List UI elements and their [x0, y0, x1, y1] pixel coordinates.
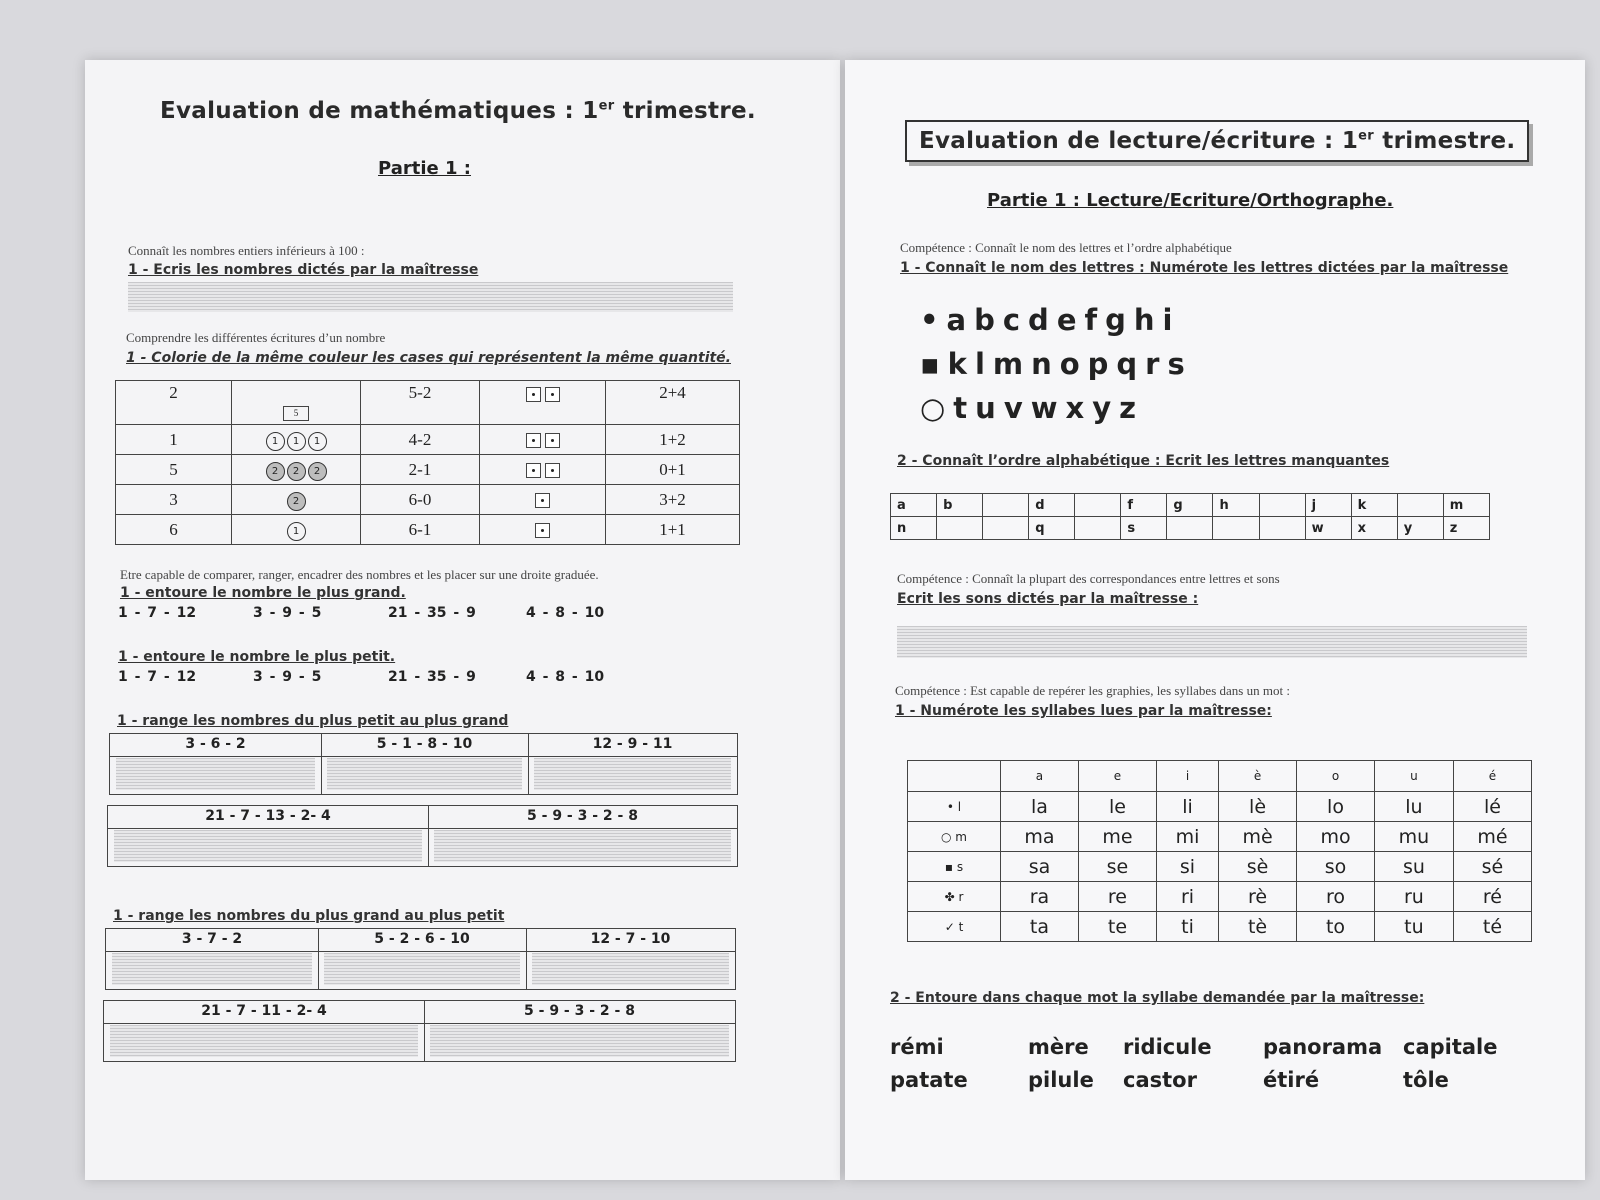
lecture-title-main: Evaluation de lecture/écriture : 1 — [919, 128, 1359, 154]
math-quantity-table — [115, 380, 740, 545]
math-petit-groups — [118, 669, 604, 685]
syllable-cell[interactable]: tu — [1374, 912, 1453, 942]
range-cell — [428, 806, 737, 866]
table-cell-coins[interactable] — [232, 485, 361, 515]
math-s2-note: Comprendre les différentes écritures d’un nombre — [126, 330, 386, 345]
syllable-header-cell: i — [1156, 761, 1218, 792]
word-item[interactable]: castor — [1123, 1068, 1197, 1092]
coin-2-icon: 2 — [287, 462, 306, 481]
die-icon — [545, 387, 560, 402]
math-petit-instruction: 1 - entoure le nombre le plus petit. — [118, 649, 396, 665]
alphabet-cell[interactable]: k — [1351, 494, 1397, 517]
word-item[interactable]: mère — [1028, 1035, 1089, 1059]
coin-2-icon: 2 — [308, 462, 327, 481]
table-cell[interactable]: 2-1 — [361, 455, 480, 485]
range-cell — [321, 734, 529, 794]
alphabet-table — [890, 493, 1490, 540]
range-up-box-b — [107, 805, 738, 867]
range-numbers: 5 - 9 - 3 - 2 - 8 — [424, 1001, 735, 1024]
alphabet-cell[interactable]: w — [1305, 517, 1351, 540]
alphabet-cell[interactable]: z — [1443, 517, 1489, 540]
words-row-2 — [890, 1068, 1449, 1092]
range-cell — [424, 1001, 735, 1061]
range-up-box-a — [109, 733, 738, 795]
word-item[interactable]: étiré — [1263, 1068, 1320, 1092]
range-answer-lines[interactable] — [327, 758, 522, 790]
alphabet-cell[interactable]: m — [1443, 494, 1489, 517]
math-grand-groups — [118, 605, 604, 621]
coin-1-icon: 1 — [266, 432, 285, 451]
table-cell[interactable]: 6 — [116, 515, 232, 545]
syllable-cell[interactable]: lè — [1219, 792, 1297, 822]
range-numbers: 5 - 1 - 8 - 10 — [321, 734, 528, 757]
syllable-header-cell: è — [1219, 761, 1297, 792]
table-row — [908, 792, 1532, 822]
die-icon — [545, 463, 560, 478]
range-answer-lines[interactable] — [324, 953, 520, 985]
table-cell-coins[interactable] — [232, 425, 361, 455]
math-s1-instruction: 1 - Ecris les nombres dictés par la maîtresse — [128, 262, 479, 278]
table-cell[interactable]: 3+2 — [606, 485, 740, 515]
table-cell[interactable]: 1 — [116, 425, 232, 455]
syllable-cell[interactable]: to — [1297, 912, 1375, 942]
syllable-cell[interactable]: mè — [1219, 822, 1297, 852]
range-answer-lines[interactable] — [430, 1025, 729, 1057]
table-row — [891, 494, 1490, 517]
table-row — [116, 381, 740, 425]
math-range-down-instruction: 1 - range les nombres du plus grand au plus petit — [113, 908, 505, 924]
alphabet-cell[interactable]: d — [1029, 494, 1075, 517]
syllable-cell[interactable]: sè — [1219, 852, 1297, 882]
syllable-cell[interactable]: mi — [1156, 822, 1218, 852]
syllable-row-label: ✤ r — [908, 882, 1001, 912]
number-group[interactable]: 21 - 35 - 9 — [388, 605, 476, 621]
math-s3-note: Etre capable de comparer, ranger, encadrer des nombres et les placer sur une droite graduée. — [120, 567, 599, 582]
syllable-header-cell: e — [1078, 761, 1156, 792]
range-answer-lines[interactable] — [114, 830, 422, 862]
syllable-cell[interactable]: ri — [1156, 882, 1218, 912]
syllable-header-cell: u — [1374, 761, 1453, 792]
math-s1-answer-lines[interactable] — [128, 282, 733, 312]
alphabet-cell[interactable]: h — [1213, 494, 1259, 517]
syllable-cell[interactable]: té — [1453, 912, 1531, 942]
table-cell[interactable]: 2 — [116, 381, 232, 425]
math-page — [85, 60, 840, 1180]
alphabet-cell[interactable]: g — [1167, 494, 1213, 517]
die-icon — [526, 433, 541, 448]
lecture-title — [905, 120, 1529, 162]
die-icon — [535, 493, 550, 508]
words-row-1 — [890, 1035, 1498, 1059]
range-answer-lines[interactable] — [110, 1025, 418, 1057]
table-row — [908, 912, 1532, 942]
lecture-c4-note: Compétence : Est capable de repérer les graphies, les syllabes dans un mot : — [895, 683, 1290, 698]
table-cell-dice[interactable] — [480, 515, 606, 545]
alphabet-cell[interactable]: x — [1351, 517, 1397, 540]
alphabet-cell[interactable]: q — [1029, 517, 1075, 540]
table-cell[interactable]: 4-2 — [361, 425, 480, 455]
syllable-row-label: ✓ t — [908, 912, 1001, 942]
lecture-c5-instruction: 2 - Entoure dans chaque mot la syllabe demandée par la maîtresse: — [890, 990, 1425, 1006]
syllable-cell[interactable]: ta — [1001, 912, 1079, 942]
syllable-cell[interactable]: tè — [1219, 912, 1297, 942]
range-answer-lines[interactable] — [534, 758, 731, 790]
range-numbers: 5 - 2 - 6 - 10 — [318, 929, 526, 952]
table-row — [908, 852, 1532, 882]
syllable-cell[interactable]: mé — [1453, 822, 1531, 852]
word-item[interactable]: panorama — [1263, 1035, 1383, 1059]
lecture-c4-instruction: 1 - Numérote les syllabes lues par la maîtresse: — [895, 703, 1272, 719]
range-numbers: 3 - 6 - 2 — [110, 734, 321, 757]
math-range-up-instruction: 1 - range les nombres du plus petit au plus grand — [117, 713, 509, 729]
range-numbers: 12 - 7 - 10 — [526, 929, 735, 952]
syllable-cell[interactable]: mo — [1297, 822, 1375, 852]
coin-1-icon: 1 — [308, 432, 327, 451]
word-item[interactable]: tôle — [1403, 1068, 1449, 1092]
syllable-cell[interactable]: se — [1078, 852, 1156, 882]
table-row — [908, 822, 1532, 852]
range-numbers: 21 - 7 - 13 - 2- 4 — [108, 806, 428, 829]
number-group[interactable]: 4 - 8 - 10 — [526, 605, 605, 621]
word-item[interactable]: rémi — [890, 1035, 944, 1059]
math-grand-instruction: 1 - entoure le nombre le plus grand. — [120, 585, 406, 601]
table-cell[interactable]: 1+2 — [606, 425, 740, 455]
table-cell-dice[interactable] — [480, 455, 606, 485]
banknote-icon: 5 — [283, 406, 309, 421]
alphabet-cell[interactable] — [983, 517, 1029, 540]
alphabet-cell[interactable] — [1075, 517, 1121, 540]
die-icon — [526, 463, 541, 478]
alphabet-cell[interactable]: b — [937, 494, 983, 517]
table-row — [891, 517, 1490, 540]
range-answer-lines[interactable] — [532, 953, 729, 985]
lecture-c3-instruction: Ecrit les sons dictés par la maîtresse : — [897, 591, 1199, 607]
range-numbers: 3 - 7 - 2 — [106, 929, 318, 952]
range-numbers: 12 - 9 - 11 — [528, 734, 737, 757]
table-row — [116, 455, 740, 485]
range-numbers: 21 - 7 - 11 - 2- 4 — [104, 1001, 424, 1024]
syllable-cell[interactable]: li — [1156, 792, 1218, 822]
lecture-c1-note: Compétence : Connaît le nom des lettres et l’ordre alphabétique — [900, 240, 1232, 255]
table-cell[interactable]: 1+1 — [606, 515, 740, 545]
range-cell — [104, 1001, 425, 1061]
die-icon — [526, 387, 541, 402]
number-group[interactable]: 4 - 8 - 10 — [526, 669, 605, 685]
alphabet-cell[interactable]: f — [1121, 494, 1167, 517]
alphabet-cell[interactable] — [1397, 494, 1443, 517]
syllable-cell[interactable]: sé — [1453, 852, 1531, 882]
table-cell[interactable]: 5-2 — [361, 381, 480, 425]
syllable-row-label: • l — [908, 792, 1001, 822]
range-answer-lines[interactable] — [116, 758, 315, 790]
math-title-end: trimestre. — [614, 98, 756, 124]
range-cell — [318, 929, 527, 989]
alphabet-cell[interactable] — [1167, 517, 1213, 540]
math-title-sup: er — [598, 98, 615, 114]
coin-2-icon: 2 — [266, 462, 285, 481]
table-cell[interactable]: 0+1 — [606, 455, 740, 485]
range-down-box-b — [103, 1000, 736, 1062]
alphabet-cell[interactable]: a — [891, 494, 937, 517]
syllable-cell[interactable]: mu — [1374, 822, 1453, 852]
table-cell[interactable]: 6-0 — [361, 485, 480, 515]
syllable-cell[interactable]: si — [1156, 852, 1218, 882]
number-group[interactable]: 1 - 7 - 12 — [118, 605, 197, 621]
syllable-cell[interactable]: lé — [1453, 792, 1531, 822]
alphabet-cell[interactable]: j — [1305, 494, 1351, 517]
number-group[interactable]: 3 - 9 - 5 — [253, 669, 322, 685]
syllable-cell[interactable]: ti — [1156, 912, 1218, 942]
table-cell[interactable]: 3 — [116, 485, 232, 515]
alphabet-cell[interactable] — [1075, 494, 1121, 517]
syllable-header-cell: a — [1001, 761, 1079, 792]
table-row — [116, 515, 740, 545]
syllable-row-label: ○ m — [908, 822, 1001, 852]
math-partie: Partie 1 : — [378, 158, 471, 179]
syllable-cell[interactable]: ro — [1297, 882, 1375, 912]
alphabet-cell[interactable]: s — [1121, 517, 1167, 540]
number-group[interactable]: 3 - 9 - 5 — [253, 605, 322, 621]
word-item[interactable]: capitale — [1403, 1035, 1498, 1059]
word-item[interactable]: ridicule — [1123, 1035, 1212, 1059]
syllable-cell[interactable]: su — [1374, 852, 1453, 882]
number-group[interactable]: 21 - 35 - 9 — [388, 669, 476, 685]
alphabet-cell[interactable]: n — [891, 517, 937, 540]
range-cell — [106, 929, 319, 989]
lecture-c3-note: Compétence : Connaît la plupart des correspondances entre lettres et sons — [897, 571, 1280, 586]
table-row — [116, 485, 740, 515]
syllable-cell[interactable]: la — [1001, 792, 1079, 822]
table-cell-dice[interactable] — [480, 425, 606, 455]
table-cell[interactable]: 5 — [116, 455, 232, 485]
table-row — [908, 882, 1532, 912]
range-numbers: 5 - 9 - 3 - 2 - 8 — [428, 806, 737, 829]
coin-1-icon: 1 — [287, 432, 306, 451]
table-cell[interactable]: 2+4 — [606, 381, 740, 425]
syllable-cell[interactable]: ru — [1374, 882, 1453, 912]
table-header-row — [908, 761, 1532, 792]
syllable-cell[interactable]: ma — [1001, 822, 1079, 852]
alphabet-line-1[interactable]: •abcdefghi — [920, 303, 1181, 337]
alphabet-line-2[interactable]: ▪klmnopqrs — [920, 347, 1193, 381]
word-item[interactable]: patate — [890, 1068, 968, 1092]
table-row — [116, 425, 740, 455]
lecture-title-sup: er — [1358, 128, 1374, 144]
table-cell-dice[interactable] — [480, 381, 606, 425]
word-item[interactable]: pilule — [1028, 1068, 1094, 1092]
syllable-cell[interactable]: rè — [1219, 882, 1297, 912]
sons-answer-lines[interactable] — [897, 626, 1527, 658]
syllable-cell[interactable]: ra — [1001, 882, 1079, 912]
range-answer-lines[interactable] — [112, 953, 312, 985]
range-cell — [110, 734, 322, 794]
lecture-partie: Partie 1 : Lecture/Ecriture/Orthographe. — [987, 190, 1394, 211]
die-icon — [535, 523, 550, 538]
math-title — [160, 98, 756, 124]
math-s1-note: Connaît les nombres entiers inférieurs à 100 : — [128, 243, 365, 258]
range-cell — [526, 929, 735, 989]
range-cell — [528, 734, 737, 794]
table-cell-coins[interactable] — [232, 515, 361, 545]
table-cell-coins[interactable] — [232, 455, 361, 485]
range-answer-lines[interactable] — [434, 830, 731, 862]
alphabet-cell[interactable]: y — [1397, 517, 1443, 540]
range-down-box-a — [105, 928, 736, 990]
syllable-row-label: ▪ s — [908, 852, 1001, 882]
alphabet-cell[interactable] — [1259, 494, 1305, 517]
alphabet-line-3[interactable]: ○tuvwxyz — [920, 391, 1144, 425]
syllable-cell[interactable]: re — [1078, 882, 1156, 912]
die-icon — [545, 433, 560, 448]
table-cell-dice[interactable] — [480, 485, 606, 515]
syllable-table — [907, 760, 1532, 942]
lecture-c1-instruction: 1 - Connaît le nom des lettres : Numérote les lettres dictées par la maîtresse — [900, 260, 1509, 276]
alphabet-cell[interactable] — [983, 494, 1029, 517]
lecture-c2-instruction: 2 - Connaît l’ordre alphabétique : Ecrit les lettres manquantes — [897, 453, 1390, 469]
range-cell — [108, 806, 429, 866]
coin-2-icon: 2 — [287, 492, 306, 511]
number-group[interactable]: 1 - 7 - 12 — [118, 669, 197, 685]
alphabet-cell[interactable] — [1259, 517, 1305, 540]
syllable-header-cell: o — [1297, 761, 1375, 792]
table-cell[interactable]: 6-1 — [361, 515, 480, 545]
syllable-cell[interactable]: te — [1078, 912, 1156, 942]
alphabet-cell[interactable] — [1213, 517, 1259, 540]
syllable-cell[interactable]: le — [1078, 792, 1156, 822]
lecture-page — [845, 60, 1585, 1180]
math-title-main: Evaluation de mathématiques : 1 — [160, 98, 599, 124]
syllable-cell[interactable]: so — [1297, 852, 1375, 882]
table-cell-note[interactable] — [232, 381, 361, 425]
lecture-title-end: trimestre. — [1373, 128, 1516, 154]
math-s2-instruction: 1 - Colorie de la même couleur les cases qui représentent la même quantité. — [126, 350, 731, 366]
alphabet-cell[interactable] — [937, 517, 983, 540]
coin-1-icon: 1 — [287, 522, 306, 541]
syllable-cell[interactable]: me — [1078, 822, 1156, 852]
syllable-cell[interactable]: ré — [1453, 882, 1531, 912]
syllable-cell[interactable]: lu — [1374, 792, 1453, 822]
syllable-cell[interactable]: sa — [1001, 852, 1079, 882]
syllable-header-cell — [908, 761, 1001, 792]
syllable-cell[interactable]: lo — [1297, 792, 1375, 822]
syllable-header-cell: é — [1453, 761, 1531, 792]
